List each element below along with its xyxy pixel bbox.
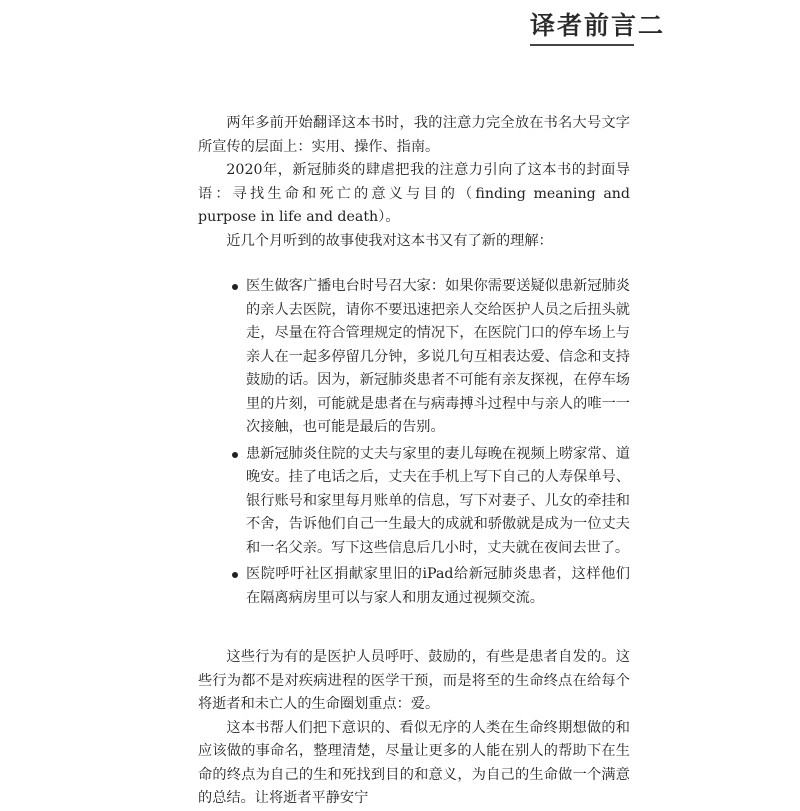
bullet-dot-icon xyxy=(232,572,238,578)
bullet-item xyxy=(232,563,630,610)
bullet-text: 医院呼吁社区捐献家里旧的iPad给新冠肺炎患者，这样他们在隔离病房里可以与家人和朋友通过视频交流。 xyxy=(246,566,630,606)
body-text xyxy=(198,112,630,811)
paragraph: 这些行为有的是医护人员呼吁、鼓励的，有些是患者自发的。这些行为都不是对疾病进程的医学干预，而是将至的生命终点在给每个将逝者和未亡人的生命圈划重点：爱。 xyxy=(198,649,630,712)
bullet-dot-icon xyxy=(232,284,238,290)
bullet-item xyxy=(232,275,630,440)
chapter-title: 译者前言二 xyxy=(530,11,666,40)
bullet-text: 医生做客广播电台时号召大家：如果你需要送疑似患新冠肺炎的亲人去医院，请你不要迅速把亲人交给医护人员之后扭头就走，尽量在符合管理规定的情况下，在医院门口的停车场上与亲人在一起多停留几分钟，多说几句互相表达爱、信念和支持鼓励的话。因为，新冠肺炎患者不可能有亲友探视，在停车场里的片刻，可能就是患者在与病毒搏斗过程中与亲人的唯一一次接触，也可能是最后的告别。 xyxy=(246,278,630,435)
paragraph: 近几个月听到的故事使我对这本书又有了新的理解： xyxy=(226,232,553,249)
bullet-text: 患新冠肺炎住院的丈夫与家里的妻儿每晚在视频上唠家常、道晚安。挂了电话之后，丈夫在手机上写下自己的人寿保单号、银行账号和家里每月账单的信息，写下对妻子、儿女的牵挂和不舍，告诉他们自己一生最大的成就和骄傲就是成为一位丈夫和一名父亲。写下这些信息后几小时，丈夫就在夜间去世了。 xyxy=(246,445,630,556)
bullet-item xyxy=(232,443,630,561)
spacer xyxy=(198,632,630,646)
title-underline xyxy=(530,44,634,46)
bullet-list xyxy=(198,275,630,610)
bullet-dot-icon xyxy=(232,452,238,458)
paragraph: 两年多前开始翻译这本书时，我的注意力完全放在书名大号文字所宣传的层面上：实用、操作、指南。 xyxy=(198,115,630,155)
paragraph: 这本书帮人们把下意识的、看似无序的人类在生命终期想做的和应该做的事命名，整理清楚，尽量让更多的人能在别人的帮助下在生命的终点为自己的生和死找到目的和意义，为自己的生命做一个满意的总结。让将逝者平静安宁 xyxy=(198,719,630,806)
paragraph: 2020年，新冠肺炎的肆虐把我的注意力引向了这本书的封面导语：寻找生命和死亡的意义与目的（finding meaning and purpose in life and death）。 xyxy=(198,162,630,225)
